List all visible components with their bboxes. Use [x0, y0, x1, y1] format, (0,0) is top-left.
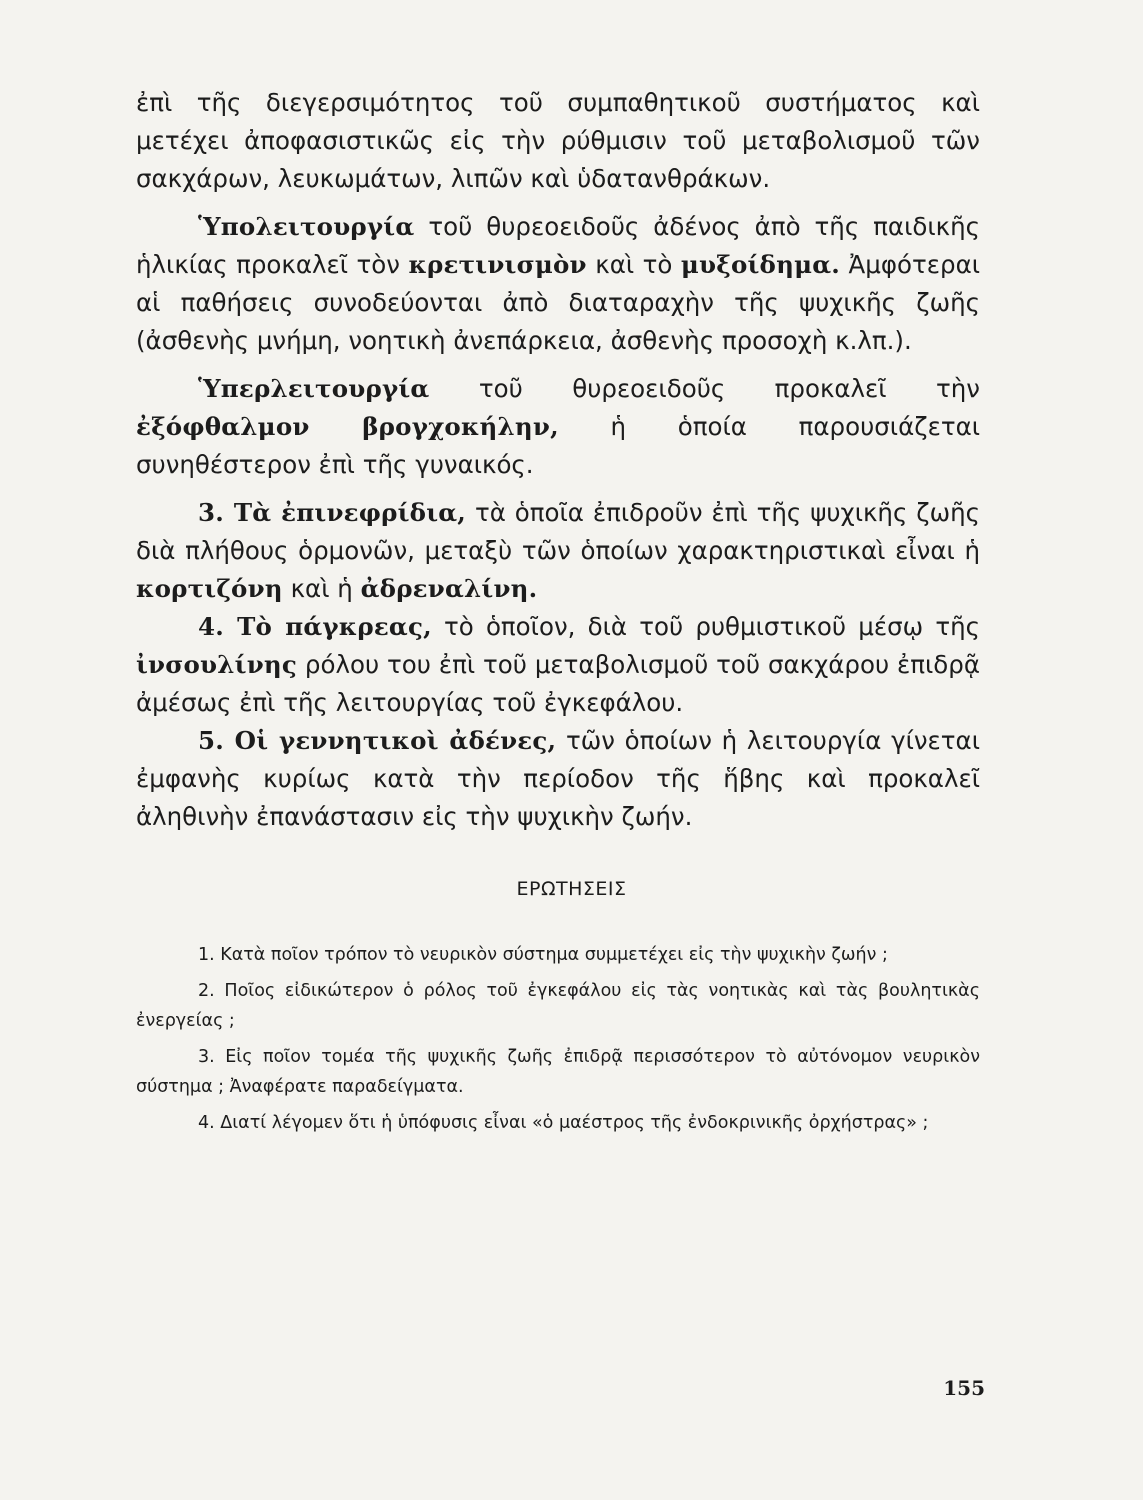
- term-myxedema: μυξοίδημα.: [680, 250, 841, 279]
- term-cretinism: κρετινισμὸν: [408, 250, 587, 279]
- question-4: 4. Διατί λέγομεν ὅτι ἡ ὑπόφυσις εἶναι «ὁ μαέστρος τῆς ἐνδοκρινικῆς ὀρχήστρας» ;: [198, 1113, 929, 1133]
- paragraph-adrenal-glands: 3. Τὰ ἐπινεφρίδια, τὰ ὁποῖα ἐπιδροῦν ἐπὶ τῆς ψυχικῆς ζωῆς διὰ πλήθους ὁρμονῶν, μεταξὺ τῶν ὁποίων χαρακτηριστικαὶ εἶναι ἡ κορτιζόνη καὶ ἡ ἀδρεναλίνη.: [136, 498, 980, 603]
- term-pancreas: 4. Τὸ πάγκρεας,: [198, 612, 432, 641]
- main-text: [136, 84, 980, 836]
- question-2: 2. Ποῖος εἰδικώτερον ὁ ρόλος τοῦ ἐγκεφάλου εἰς τὰς νοητικὰς καὶ τὰς βουλητικὰς ἐνεργείας ;: [136, 981, 980, 1031]
- term-gonads: 5. Οἱ γεννητικοὶ ἀδένες,: [198, 726, 557, 755]
- question-1: 1. Κατὰ ποῖον τρόπον τὸ νευρικὸν σύστημα συμμετέχει εἰς τὴν ψυχικὴν ζωήν ;: [198, 945, 888, 965]
- term-exophthalmic-goiter: ἐξόφθαλμον βρογχοκήλην,: [136, 412, 559, 441]
- questions-heading: ΕΡΩΤΗΣΕΙΣ: [516, 878, 627, 900]
- paragraph-hyperthyroidism: Ὑπερλειτουργία τοῦ θυρεοειδοῦς προκαλεῖ τὴν ἐξόφθαλμον βρογχοκήλην, ἡ ὁποία παρουσιάζεται συνηθέστερον ἐπὶ τῆς γυναικός.: [136, 374, 981, 479]
- term-cortisone: κορτιζόνη: [136, 574, 283, 603]
- paragraph-pancreas: 4. Τὸ πάγκρεας, τὸ ὁποῖον, διὰ τοῦ ρυθμιστικοῦ μέσῳ τῆς ἰνσουλίνης ρόλου του ἐπὶ τοῦ μεταβολισμοῦ τοῦ σακχάρου ἐπιδρᾷ ἀμέσως ἐπὶ τῆς λειτουργίας τοῦ ἐγκεφάλου.: [136, 612, 980, 717]
- term-hyperfunction: Ὑπερλειτουργία: [198, 374, 430, 403]
- page-number: 155: [943, 1376, 985, 1400]
- question-3: 3. Εἰς ποῖον τομέα τῆς ψυχικῆς ζωῆς ἐπιδρᾷ περισσότερον τὸ αὐτόνομον νευρικὸν σύστημα ; Ἀναφέρατε παραδείγματα.: [136, 1047, 980, 1097]
- questions-list: [136, 940, 980, 1144]
- term-adrenaline: ἀδρεναλίνη.: [360, 574, 538, 603]
- paragraph-hypothyroidism: Ὑπολειτουργία τοῦ θυρεοειδοῦς ἀδένος ἀπὸ τῆς παιδικῆς ἡλικίας προκαλεῖ τὸν κρετινισμὸν καὶ τὸ μυξοίδημα. Ἀμφότεραι αἱ παθήσεις συνοδεύονται ἀπὸ διαταραχὴν τῆς ψυχικῆς ζωῆς (ἀσθενὴς μνήμη, νοητικὴ ἀνεπάρκεια, ἀσθενὴς προσοχὴ κ.λπ.).: [136, 212, 981, 355]
- paragraph-gonads: 5. Οἱ γεννητικοὶ ἀδένες, τῶν ὁποίων ἡ λειτουργία γίνεται ἐμφανὴς κυρίως κατὰ τὴν περίοδον τῆς ἥβης καὶ προκαλεῖ ἀληθινὴν ἐπανάστασιν εἰς τὴν ψυχικὴν ζωήν.: [136, 726, 980, 831]
- paragraph-thyroid-metabolism: ἐπὶ τῆς διεγερσιμότητος τοῦ συμπαθητικοῦ συστήματος καὶ μετέχει ἀποφασιστικῶς εἰς τὴν ρύθμισιν τοῦ μεταβολισμοῦ τῶν σακχάρων, λευκωμάτων, λιπῶν καὶ ὑδατανθράκων.: [136, 88, 980, 193]
- term-hypofunction: Ὑπολειτουργία: [198, 212, 415, 241]
- term-insulin: ἰνσουλίνης: [136, 650, 298, 679]
- term-adrenals: 3. Τὰ ἐπινεφρίδια,: [198, 498, 467, 527]
